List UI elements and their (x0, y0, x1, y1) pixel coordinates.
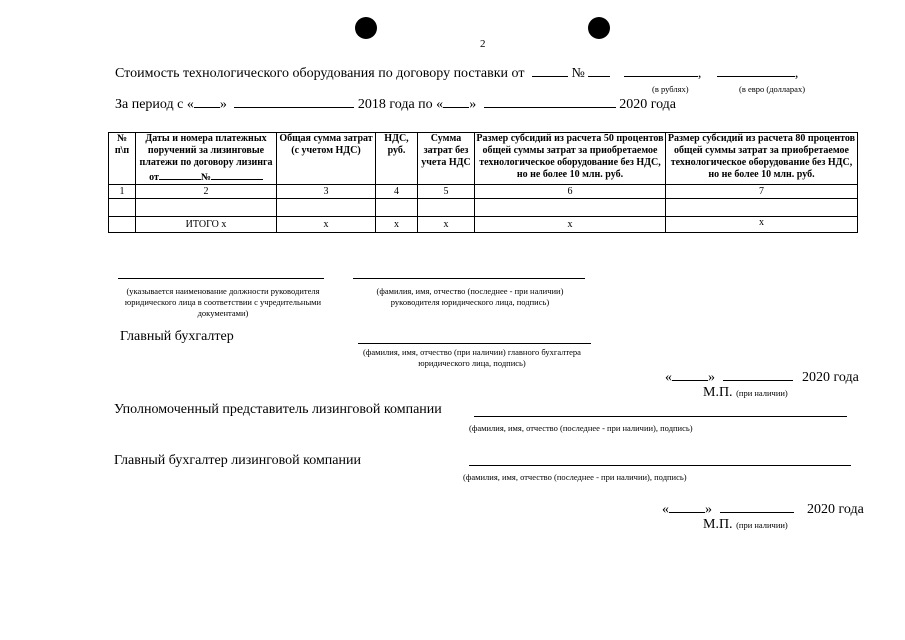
total-label: ИТОГО х (136, 217, 277, 233)
table-cell (109, 217, 136, 233)
date2-year: 2020 года (807, 502, 864, 517)
head-position-caption: (указывается наименование должности руководителя юридического лица в соответствии с учредительными документами) (124, 286, 322, 318)
date1-year: 2020 года (802, 370, 859, 385)
col-header-payments-no: № (200, 172, 211, 183)
date-line-1 (665, 368, 859, 386)
quote-close-1: » (219, 97, 227, 112)
period-to-label: 2018 года по « (357, 97, 444, 112)
table-cell[interactable] (666, 199, 858, 217)
col-header-subsidy-50: Размер субсидий из расчета 50 процентов общей суммы затрат за приобретаемое технологическое оборудование без НДС, но не более 10 млн. руб. (475, 133, 666, 185)
table-cell: 5 (418, 185, 475, 199)
cost-eur-blank[interactable] (717, 64, 795, 77)
table-cell[interactable] (418, 199, 475, 217)
date1-close-quote: » (708, 370, 715, 385)
table-cell: 6 (475, 185, 666, 199)
table-cell: х (277, 217, 376, 233)
period-from-label: За период с « (115, 97, 194, 112)
table-cell: 3 (277, 185, 376, 199)
leasing-chief-label: Главный бухгалтер лизинговой компании (114, 453, 361, 468)
col-header-payments-text: Даты и номера платежных поручений за лизинговые платежи по договору лизинга (139, 133, 273, 168)
page-number: 2 (480, 38, 486, 50)
table-cell: 1 (109, 185, 136, 199)
table-header-row (109, 133, 858, 185)
chief-accountant-line[interactable] (358, 343, 591, 344)
leasing-rep-label: Уполномоченный представитель лизинговой компании (114, 402, 442, 417)
stamp1-note: (при наличии) (736, 388, 788, 398)
col-header-number: № п\п (109, 133, 136, 185)
col-header-payments (136, 133, 277, 185)
table-cell[interactable] (475, 199, 666, 217)
stamp1-mp: М.П. (703, 385, 733, 400)
table-total-row (109, 217, 858, 233)
period-to-month-blank[interactable] (484, 95, 616, 108)
table-cell: х (666, 217, 858, 233)
chief-accountant-caption: (фамилия, имя, отчество (при наличии) главного бухгалтера юридического лица, подпись) (363, 347, 581, 368)
col-header-total-cost: Общая сумма затрат (с учетом НДС) (277, 133, 376, 185)
table-cell: х (475, 217, 666, 233)
cost-rub-blank[interactable] (624, 64, 698, 77)
stamp-1 (703, 385, 788, 401)
table-cell[interactable] (376, 199, 418, 217)
table-cell: х (418, 217, 475, 233)
col-header-vat: НДС, руб. (376, 133, 418, 185)
equipment-cost-line (115, 64, 798, 82)
contract-number-blank[interactable] (588, 64, 610, 77)
leasing-rep-caption: (фамилия, имя, отчество (последнее - при наличии), подпись) (469, 423, 693, 433)
col-header-payments-from: от (149, 172, 159, 183)
stamp2-note: (при наличии) (736, 520, 788, 530)
date2-close-quote: » (705, 502, 712, 517)
stamp2-mp: М.П. (703, 517, 733, 532)
table-cell: 7 (666, 185, 858, 199)
lease-number-blank[interactable] (211, 169, 263, 180)
leasing-chief-line[interactable] (469, 465, 851, 466)
lease-date-blank[interactable] (159, 169, 201, 180)
leasing-rep-line[interactable] (474, 416, 847, 417)
table-cell[interactable] (109, 199, 136, 217)
period-from-day-blank[interactable] (194, 95, 220, 108)
table-cell: 4 (376, 185, 418, 199)
col-header-subsidy-80: Размер субсидий из расчета 80 процентов общей суммы затрат за приобретаемое технологическое оборудование без НДС, но не более 10 млн. руб. (666, 133, 858, 185)
col-header-cost-no-vat: Сумма затрат без учета НДС (418, 133, 475, 185)
period-line (115, 95, 676, 113)
period-from-month-blank[interactable] (234, 95, 354, 108)
comma-2: , (794, 66, 799, 81)
table-row (109, 199, 858, 217)
subsidy-table (108, 132, 858, 233)
eur-caption: (в евро (долларах) (739, 84, 806, 94)
quote-close-2: » (469, 97, 477, 112)
table-cell[interactable] (277, 199, 376, 217)
date2-day-blank[interactable] (669, 500, 705, 513)
rub-caption: (в рублях) (652, 84, 689, 94)
period-to-day-blank[interactable] (443, 95, 469, 108)
head-name-line[interactable] (353, 278, 585, 279)
date2-month-blank[interactable] (720, 500, 794, 513)
table-numbering-row (109, 185, 858, 199)
table-cell: 2 (136, 185, 277, 199)
table-cell: х (376, 217, 418, 233)
date2-open-quote: « (662, 502, 669, 517)
period-year-label: 2020 года (619, 97, 677, 112)
comma-1: , (697, 66, 702, 81)
punch-hole-right (588, 17, 610, 39)
stamp-2 (703, 517, 788, 533)
table-cell[interactable] (136, 199, 277, 217)
contract-no-sign: № (571, 66, 585, 81)
date-line-2 (662, 500, 864, 518)
date1-month-blank[interactable] (723, 368, 793, 381)
head-name-caption: (фамилия, имя, отчество (последнее - при наличии) руководителя юридического лица, подпись) (376, 286, 564, 307)
date1-open-quote: « (665, 370, 672, 385)
date1-day-blank[interactable] (672, 368, 708, 381)
contract-date-blank[interactable] (532, 64, 568, 77)
head-position-line[interactable] (118, 278, 324, 279)
leasing-chief-caption: (фамилия, имя, отчество (последнее - при наличии), подпись) (463, 472, 687, 482)
punch-hole-left (355, 17, 377, 39)
equipment-cost-label: Стоимость технологического оборудования по договору поставки от (115, 66, 525, 81)
chief-accountant-label: Главный бухгалтер (120, 329, 234, 344)
